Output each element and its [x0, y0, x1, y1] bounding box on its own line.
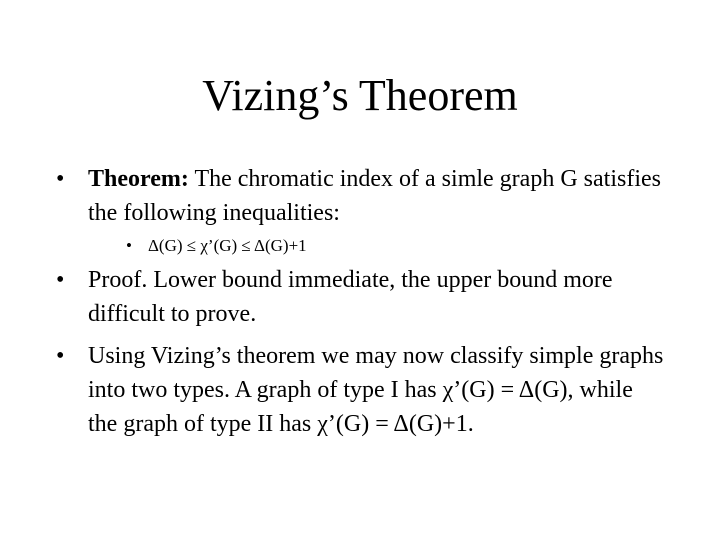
- proof-text: Proof. Lower bound immediate, the upper bound more difficult to prove.: [88, 267, 613, 327]
- bullet-classify: [56, 339, 664, 479]
- bullet-theorem: [56, 162, 661, 232]
- bullet-proof: [56, 263, 656, 333]
- bullet-marker: •: [56, 267, 65, 293]
- bullet-marker: •: [56, 343, 65, 369]
- theorem-label: Theorem:: [88, 166, 189, 192]
- bullet-theorem-text: [88, 162, 668, 230]
- bullet-marker: •: [56, 166, 65, 192]
- sub-bullet-marker: •: [126, 236, 132, 255]
- inequality-text: Δ(G) ≤ χ’(G) ≤ Δ(G)+1: [148, 236, 307, 255]
- classify-text: Using Vizing’s theorem we may now classify simple graphs into two types. A graph of type I has χ’(G) = Δ(G), while the graph of type II has χ’(G) = Δ(G)+1.: [88, 343, 664, 437]
- slide-title: Vizing’s Theorem: [202, 71, 518, 120]
- theorem-statement: The chromatic index of a simle graph G satisfies the following inequalities:: [88, 166, 661, 226]
